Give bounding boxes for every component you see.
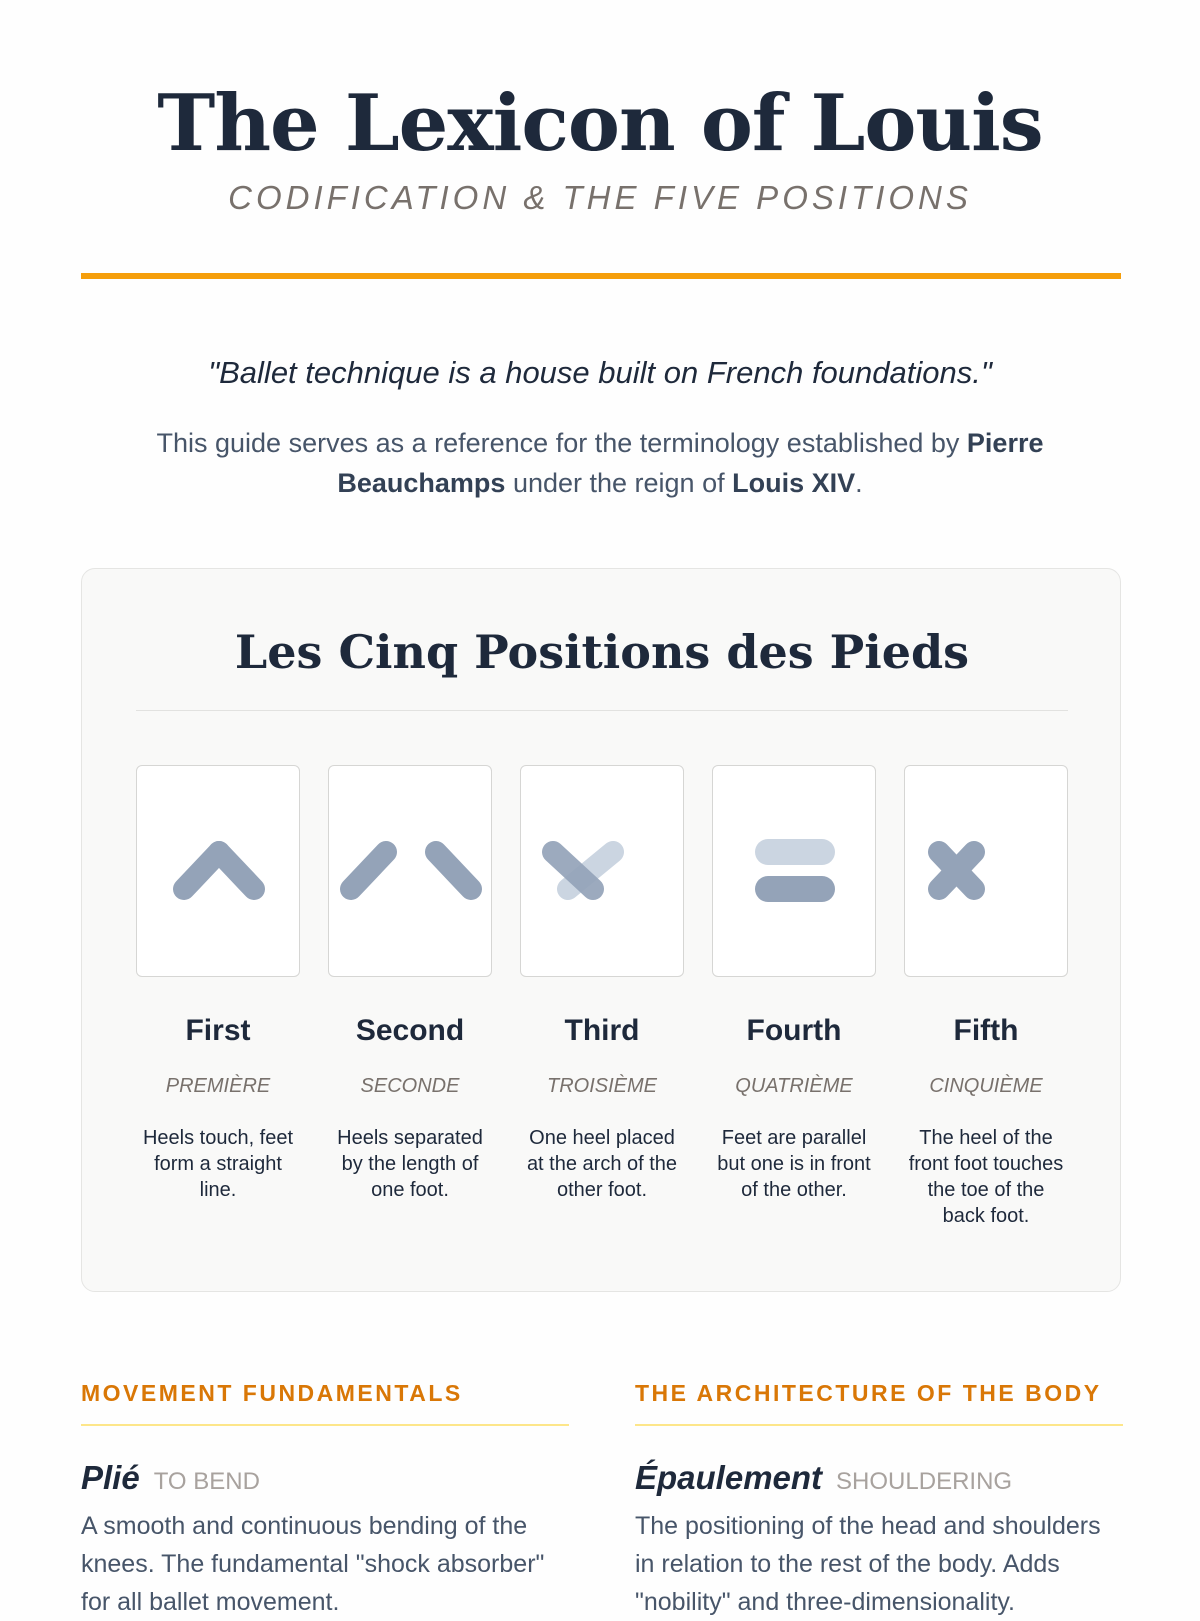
positions-card — [81, 568, 1121, 1292]
third-position-icon — [521, 766, 685, 978]
term-header — [635, 1456, 1123, 1507]
header-divider — [81, 273, 1121, 279]
position-third — [520, 765, 684, 1203]
position-diagram — [328, 765, 492, 977]
position-second — [328, 765, 492, 1203]
intro-text-part: under the reign of — [505, 468, 733, 498]
term-description: A smooth and continuous bending of the knees. The fundamental "shock absorber" for all ballet movement. — [81, 1512, 545, 1616]
intro-king: Louis XIV — [732, 468, 856, 498]
position-french: TROISIÈME — [546, 1075, 657, 1097]
position-french: PREMIÈRE — [165, 1075, 271, 1097]
architecture-heading: THE ARCHITECTURE OF THE BODY — [635, 1378, 1123, 1426]
term-word: Plié — [81, 1459, 140, 1496]
position-description: One heel placed at the arch of the other foot. — [526, 1127, 678, 1201]
term-header — [81, 1456, 569, 1507]
term-description: The positioning of the head and shoulders in relation to the rest of the body. Adds "nobility" and three-dimensionality. — [635, 1512, 1101, 1616]
position-diagram — [136, 765, 300, 977]
term-gloss: SHOULDERING — [836, 1468, 1013, 1495]
positions-divider — [136, 710, 1068, 711]
position-name: Fifth — [953, 1014, 1019, 1047]
position-french: QUATRIÈME — [735, 1075, 853, 1097]
positions-title: Les Cinq Positions des Pieds — [234, 625, 970, 679]
fifth-position-icon — [905, 766, 1069, 978]
position-name: Second — [355, 1014, 465, 1047]
second-position-icon — [329, 766, 493, 978]
position-french: SECONDE — [360, 1075, 460, 1097]
position-description: Heels touch, feet form a straight line. — [142, 1127, 294, 1201]
term-word: Épaulement — [635, 1459, 823, 1496]
position-description: Heels separated by the length of one foot. — [337, 1127, 483, 1201]
position-first — [136, 765, 300, 1203]
page-subtitle: CODIFICATION & THE FIVE POSITIONS — [228, 179, 972, 216]
intro-text — [140, 423, 1060, 503]
intro-text-part: . — [855, 468, 863, 498]
position-name: Third — [564, 1014, 640, 1047]
position-french: CINQUIÈME — [929, 1075, 1043, 1097]
architecture-section — [635, 1378, 1123, 1621]
movement-heading: MOVEMENT FUNDAMENTALS — [81, 1378, 569, 1426]
position-fifth — [904, 765, 1068, 1229]
position-fourth — [712, 765, 876, 1203]
intro-name: Pierre Beauchamps — [337, 428, 1044, 498]
position-description: Feet are parallel but one is in front of the other. — [717, 1127, 871, 1201]
position-description: The heel of the front foot touches the toe of the back foot. — [908, 1127, 1064, 1227]
position-diagram — [904, 765, 1068, 977]
intro-quote: "Ballet technique is a house built on French foundations." — [208, 355, 992, 390]
position-name: First — [185, 1014, 251, 1047]
movement-section — [81, 1378, 569, 1621]
position-name: Fourth — [746, 1014, 842, 1047]
term-gloss: TO BEND — [153, 1468, 260, 1495]
page-title: The Lexicon of Louis — [157, 78, 1043, 169]
fourth-position-icon — [713, 766, 877, 978]
intro-text-part: This guide serves as a reference for the terminology established by — [156, 428, 967, 458]
position-diagram — [712, 765, 876, 977]
position-diagram — [520, 765, 684, 977]
first-position-icon — [137, 766, 301, 978]
